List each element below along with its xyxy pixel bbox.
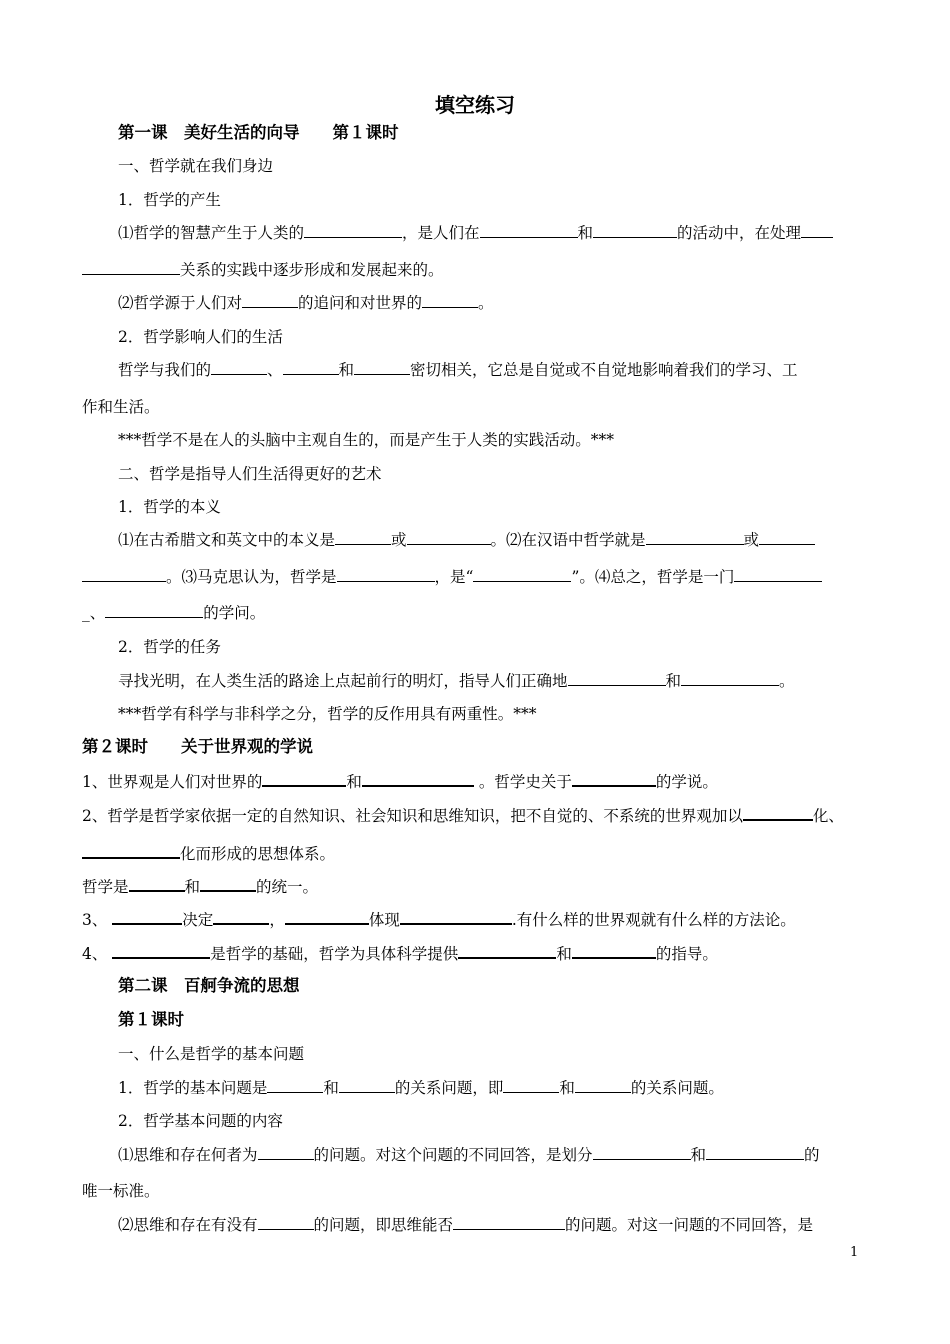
- text-fragment: 是哲学的基础，哲学为具体科学提供: [210, 945, 459, 963]
- text-fragment: 一、什么是哲学的基本问题: [118, 1045, 305, 1063]
- text-fragment: ，是“: [434, 568, 474, 586]
- text-fragment: ”。⑷总之，哲学是一门: [571, 568, 735, 586]
- page-number: 1: [850, 1245, 859, 1260]
- fill-in-blank[interactable]: [112, 909, 182, 925]
- text-fragment: 的: [804, 1146, 820, 1164]
- text-fragment: 1．哲学的基本问题是: [118, 1079, 268, 1097]
- fill-in-blank[interactable]: [82, 567, 166, 582]
- text-fragment: _、: [82, 604, 106, 622]
- text-fragment: ，: [269, 911, 285, 929]
- text-fragment: 或: [391, 531, 407, 549]
- text-line: [118, 223, 833, 243]
- document-title: 填空练习: [435, 93, 515, 117]
- fill-in-blank[interactable]: [743, 805, 813, 821]
- text-line: [118, 293, 494, 313]
- text-fragment: 的活动中，在处理: [677, 224, 802, 242]
- text-fragment: 的问题，即思维能否: [313, 1216, 454, 1234]
- fill-in-blank[interactable]: [362, 771, 474, 787]
- text-fragment: 2、哲学是哲学家依据一定的自然知识、社会知识和思维知识，把不自觉的、不系统的世界观加以: [82, 807, 743, 825]
- fill-in-blank[interactable]: [335, 530, 391, 545]
- text-line: [82, 603, 265, 623]
- fill-in-blank[interactable]: [575, 1078, 631, 1093]
- text-line: [118, 497, 221, 517]
- fill-in-blank[interactable]: [354, 360, 410, 375]
- text-fragment: 第１课时: [118, 1010, 184, 1029]
- text-fragment: ⑴哲学的智慧产生于人类的: [118, 224, 305, 242]
- fill-in-blank[interactable]: [129, 876, 185, 892]
- text-line: [118, 1111, 283, 1131]
- text-line: [82, 1181, 160, 1201]
- fill-in-blank[interactable]: [407, 530, 491, 545]
- fill-in-blank[interactable]: [242, 293, 298, 308]
- text-line: [82, 567, 822, 587]
- text-fragment: 的追问和对世界的: [298, 294, 423, 312]
- text-fragment: 关系的实践中逐步形成和发展起来的。: [180, 261, 444, 279]
- text-fragment: ⑵思维和存在有没有: [118, 1216, 258, 1234]
- text-fragment: 二、哲学是指导人们生活得更好的艺术: [118, 465, 382, 483]
- fill-in-blank[interactable]: [422, 293, 478, 308]
- text-line: [82, 909, 796, 930]
- text-fragment: ⑴思维和存在何者为: [118, 1146, 258, 1164]
- text-line: [118, 1145, 820, 1165]
- text-fragment: 。⑵在汉语中哲学就是: [490, 531, 646, 549]
- text-line: [82, 397, 160, 417]
- fill-in-blank[interactable]: [681, 671, 779, 686]
- fill-in-blank[interactable]: [337, 567, 435, 582]
- fill-in-blank[interactable]: [258, 1215, 314, 1230]
- text-fragment: 和: [577, 224, 594, 242]
- text-fragment: 体现: [368, 911, 400, 929]
- text-fragment: 、: [267, 361, 283, 379]
- fill-in-blank[interactable]: [283, 360, 339, 375]
- text-line: [118, 156, 273, 176]
- text-fragment: 4、: [82, 945, 113, 963]
- text-fragment: 作和生活。: [82, 398, 160, 416]
- text-fragment: 的问题。对这一问题的不同回答，是: [565, 1216, 814, 1234]
- text-line: [118, 360, 798, 380]
- text-fragment: ⑵哲学源于人们对: [118, 294, 243, 312]
- section-heading: [118, 123, 399, 143]
- text-fragment: ，是人们在: [402, 224, 480, 242]
- fill-in-blank[interactable]: [706, 1145, 804, 1160]
- text-fragment: 和: [323, 1079, 339, 1097]
- text-line: [118, 704, 537, 724]
- text-line: [118, 1044, 304, 1064]
- text-fragment: .有什么样的世界观就有什么样的方法论。: [511, 911, 796, 929]
- fill-in-blank[interactable]: [112, 943, 210, 959]
- fill-in-blank[interactable]: [339, 1078, 395, 1093]
- fill-in-blank[interactable]: [568, 671, 666, 686]
- text-fragment: 的学问。: [203, 604, 266, 622]
- text-fragment: 3、: [82, 911, 113, 929]
- fill-in-blank[interactable]: [759, 530, 815, 545]
- text-line: [118, 464, 382, 484]
- fill-in-blank[interactable]: [82, 843, 180, 859]
- fill-in-blank[interactable]: [213, 909, 269, 925]
- fill-in-blank[interactable]: [646, 530, 744, 545]
- fill-in-blank[interactable]: [593, 223, 677, 238]
- fill-in-blank[interactable]: [262, 771, 346, 787]
- text-fragment: ***哲学有科学与非科学之分，哲学的反作用具有两重性。***: [118, 705, 537, 723]
- fill-in-blank[interactable]: [473, 567, 571, 582]
- text-fragment: 2．哲学的任务: [118, 638, 221, 656]
- text-line: [82, 771, 718, 792]
- text-fragment: 唯一标准。: [82, 1182, 160, 1200]
- fill-in-blank[interactable]: [285, 909, 369, 925]
- section-heading: [82, 737, 313, 757]
- fill-in-blank[interactable]: [105, 603, 203, 618]
- text-fragment: ***哲学不是在人的头脑中主观自生的，而是产生于人类的实践活动。***: [118, 431, 615, 449]
- text-fragment: 。: [779, 672, 795, 690]
- text-fragment: 哲学是: [82, 878, 129, 896]
- fill-in-blank[interactable]: [304, 223, 402, 238]
- text-fragment: 第２课时 关于世界观的学说: [82, 737, 313, 756]
- text-line: [118, 1215, 813, 1235]
- section-heading: [118, 976, 300, 996]
- fill-in-blank[interactable]: [458, 943, 556, 959]
- fill-in-blank[interactable]: [258, 1145, 314, 1160]
- text-line: [118, 327, 283, 347]
- text-line: [82, 843, 335, 864]
- text-fragment: 和: [559, 1079, 575, 1097]
- text-fragment: 1、世界观是人们对世界的: [82, 773, 263, 791]
- text-fragment: 和: [690, 1146, 707, 1164]
- text-fragment: 一、哲学就在我们身边: [118, 157, 274, 175]
- text-fragment: 决定: [182, 911, 214, 929]
- fill-in-blank[interactable]: [572, 943, 656, 959]
- text-line: [118, 430, 614, 450]
- text-fragment: 化、: [812, 807, 844, 825]
- fill-in-blank[interactable]: [267, 1078, 323, 1093]
- fill-in-blank[interactable]: [400, 909, 512, 925]
- fill-in-blank[interactable]: [503, 1078, 559, 1093]
- fill-in-blank[interactable]: [734, 567, 822, 582]
- text-fragment: 1．哲学的产生: [118, 191, 221, 209]
- text-line: [82, 260, 444, 280]
- text-fragment: 和: [184, 878, 201, 896]
- text-fragment: 寻找光明，在人类生活的路途上点起前行的明灯，指导人们正确地: [118, 672, 568, 690]
- text-fragment: 的指导。: [655, 945, 718, 963]
- text-fragment: 的关系问题，即: [394, 1079, 504, 1097]
- fill-in-blank[interactable]: [480, 223, 578, 238]
- text-fragment: 和: [346, 773, 362, 791]
- fill-in-blank[interactable]: [82, 260, 180, 275]
- text-fragment: 和: [338, 361, 355, 379]
- text-fragment: 。: [478, 294, 494, 312]
- text-fragment: 。⑶马克思认为，哲学是: [166, 568, 337, 586]
- text-line: [118, 637, 221, 657]
- fill-in-blank[interactable]: [801, 223, 833, 238]
- text-fragment: 密切相关，它总是自觉或不自觉地影响着我们的学习、工: [410, 361, 798, 379]
- text-line: [118, 190, 221, 210]
- text-fragment: 的问题。对这个问题的不同回答，是划分: [313, 1146, 593, 1164]
- text-fragment: 和: [556, 945, 572, 963]
- text-fragment: 哲学与我们的: [118, 361, 212, 379]
- text-fragment: 的统一。: [256, 878, 319, 896]
- fill-in-blank[interactable]: [572, 771, 656, 787]
- text-fragment: ⑴在古希腊文和英文中的本义是: [118, 531, 336, 549]
- text-fragment: 的关系问题。: [630, 1079, 724, 1097]
- text-fragment: 2．哲学基本问题的内容: [118, 1112, 283, 1130]
- fill-in-blank[interactable]: [593, 1145, 691, 1160]
- text-fragment: 1．哲学的本义: [118, 498, 221, 516]
- text-fragment: 化而形成的思想体系。: [180, 845, 336, 863]
- text-fragment: 。哲学史关于: [473, 773, 572, 791]
- fill-in-blank[interactable]: [453, 1215, 565, 1230]
- text-fragment: 第二课 百舸争流的思想: [118, 976, 300, 995]
- text-fragment: 2．哲学影响人们的生活: [118, 328, 283, 346]
- text-line: [118, 671, 795, 691]
- text-fragment: 或: [743, 531, 760, 549]
- text-line: [82, 805, 844, 826]
- text-fragment: 和: [665, 672, 682, 690]
- text-line: [118, 530, 815, 550]
- text-line: [118, 1078, 724, 1098]
- text-fragment: 的学说。: [655, 773, 718, 791]
- fill-in-blank[interactable]: [200, 876, 256, 892]
- section-heading: [118, 1010, 184, 1030]
- fill-in-blank[interactable]: [211, 360, 267, 375]
- text-fragment: 第一课 美好生活的向导 第１课时: [118, 123, 399, 142]
- text-line: [82, 876, 318, 897]
- text-line: [82, 943, 718, 964]
